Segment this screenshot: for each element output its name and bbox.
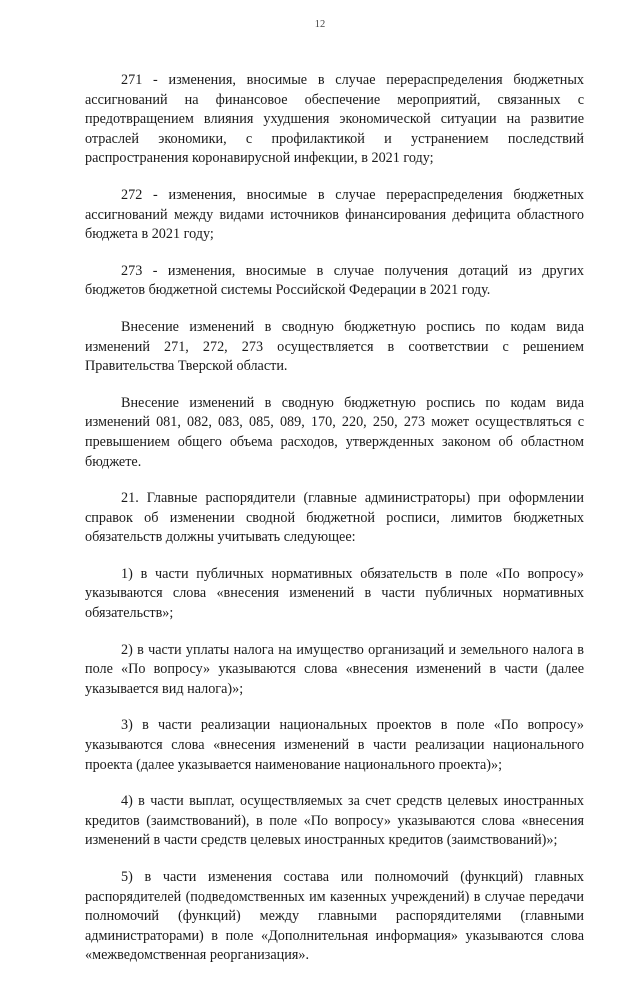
list-item-3: 3) в части реализации национальных проектов в поле «По вопросу» указываются слова «внесения изменений в части реализации национального проекта (далее указывается наименование национального проекта)»;	[85, 717, 584, 773]
paragraph-section-21: 21. Главные распорядители (главные администраторы) при оформлении справок об изменении сводной бюджетной росписи, лимитов бюджетных обязательств должны учитывать следующее:	[85, 490, 584, 546]
paragraph-code-272: 272 - изменения, вносимые в случае перераспределения бюджетных ассигнований между видами источников финансирования дефицита областного бюджета в 2021 году;	[85, 186, 584, 243]
list-item-2: 2) в части уплаты налога на имущество организаций и земельного налога в поле «По вопросу» указываются слова «внесения изменений в части (далее указывается вид налога)»;	[85, 641, 584, 697]
paragraph-changes-exceeding: Внесение изменений в сводную бюджетную роспись по кодам вида изменений 081, 082, 083, 085, 089, 170, 220, 250, 273 может осуществляться с превышением общего объема расходов, утвержденных законом об областном бюджете.	[85, 394, 584, 470]
paragraph-changes-271-273: Внесение изменений в сводную бюджетную роспись по кодам вида изменений 271, 272, 273 осуществляется в соответствии с решением Правительства Тверской области.	[85, 318, 584, 375]
list-item-5: 5) в части изменения состава или полномочий (функций) главных распорядителей (подведомственных им казенных учреждений) в случае передачи полномочий (функций) между главными распорядителями (главными администраторами) в поле «Дополнительная информация» указываются слова «межведомственная реорганизация».	[85, 869, 584, 964]
paragraph-code-271: 271 - изменения, вносимые в случае перераспределения бюджетных ассигнований на финансовое обеспечение мероприятий, связанных с предотвращением влияния ухудшения экономической ситуации на развитие отраслей экономики, с профилактикой и устранением последствий распространения коронавирусной инфекции, в 2021 году;	[85, 72, 584, 167]
list-item-1: 1) в части публичных нормативных обязательств в поле «По вопросу» указываются слова «внесения изменений в части публичных нормативных обязательств»;	[85, 565, 584, 622]
list-item-4: 4) в части выплат, осуществляемых за счет средств целевых иностранных кредитов (заимствований), в поле «По вопросу» указываются слова «внесения изменений в части средств целевых иностранных кредитов (заимствований)»;	[85, 793, 584, 849]
page-number: 12	[314, 19, 326, 30]
document-body	[85, 71, 584, 983]
paragraph-code-273: 273 - изменения, вносимые в случае получения дотаций из других бюджетов бюджетной системы Российской Федерации в 2021 году.	[85, 262, 584, 299]
